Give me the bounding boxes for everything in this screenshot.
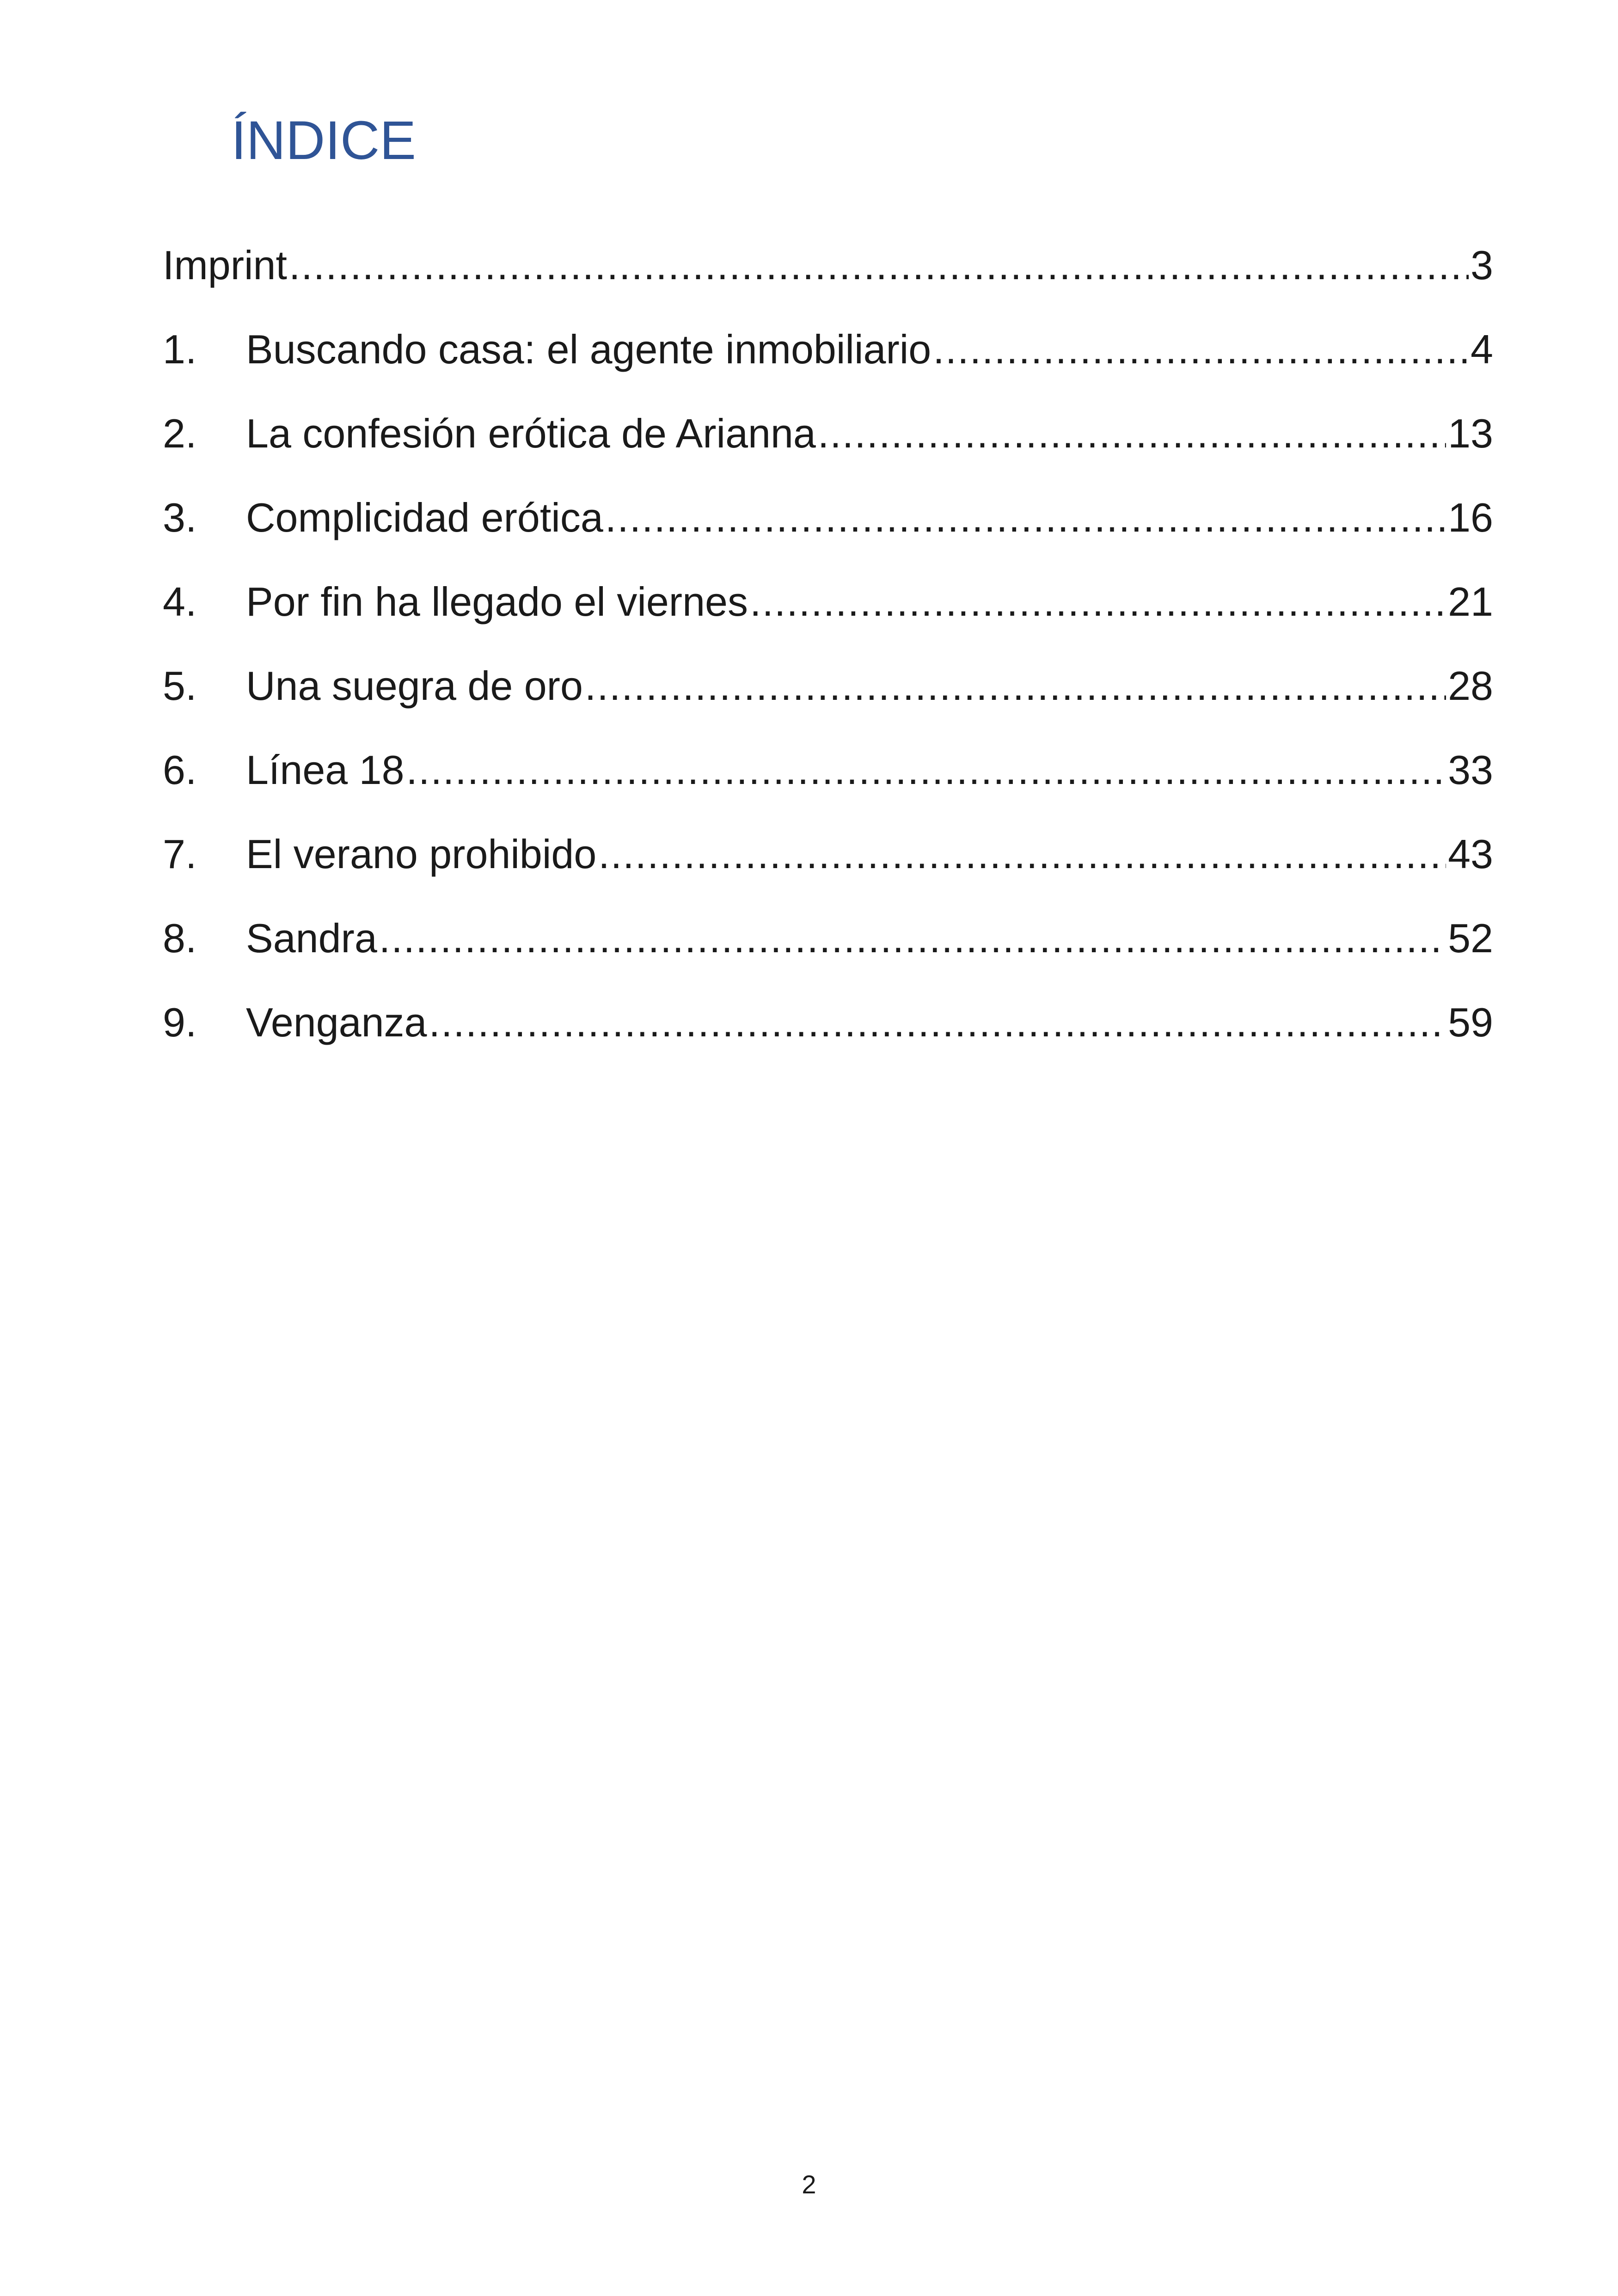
toc-entry-number: 1. <box>163 329 197 372</box>
toc-dot-leader <box>605 497 1446 538</box>
toc-entry-title: Una suegra de oro <box>246 666 583 709</box>
toc-entry-number: 3. <box>163 497 197 540</box>
toc-entry-imprint[interactable] <box>163 245 1493 329</box>
toc-entry-page: 21 <box>1448 582 1493 625</box>
toc-dot-leader <box>933 329 1469 370</box>
toc-entry-title: Buscando casa: el agente inmobiliario <box>246 329 932 372</box>
toc-dot-leader <box>289 245 1469 286</box>
toc-entry-title: Complicidad erótica <box>246 497 603 540</box>
toc-entry-page: 52 <box>1448 918 1493 961</box>
toc-entry-number: 9. <box>163 1002 197 1045</box>
toc-entry-6[interactable] <box>163 750 1493 834</box>
toc-entry-page: 28 <box>1448 666 1493 709</box>
toc-dot-leader <box>585 666 1446 706</box>
toc-entry-number: 4. <box>163 582 197 625</box>
toc-entry-5[interactable] <box>163 666 1493 750</box>
toc-dot-leader <box>598 834 1446 875</box>
toc-dot-leader <box>406 750 1446 790</box>
toc-entry-title: Sandra <box>246 918 377 961</box>
toc-entry-page: 59 <box>1448 1002 1493 1045</box>
toc-entry-9[interactable] <box>163 1002 1493 1086</box>
toc-entry-number: 5. <box>163 666 197 709</box>
toc-entry-number: 8. <box>163 918 197 961</box>
toc-entry-8[interactable] <box>163 918 1493 1002</box>
toc-entry-title: Venganza <box>246 1002 427 1045</box>
toc-entry-title: La confesión erótica de Arianna <box>246 413 816 456</box>
toc-entry-number: 2. <box>163 413 197 456</box>
toc-entry-page: 3 <box>1471 245 1493 288</box>
toc-entry-number: 7. <box>163 834 197 877</box>
toc-entry-page: 33 <box>1448 750 1493 793</box>
toc-dot-leader <box>750 582 1446 622</box>
toc-entry-title: Imprint <box>163 245 287 288</box>
toc-dot-leader <box>379 918 1446 959</box>
table-of-contents <box>163 245 1493 1086</box>
toc-entry-4[interactable] <box>163 582 1493 666</box>
toc-entry-page: 4 <box>1471 329 1493 372</box>
toc-dot-leader <box>818 413 1446 454</box>
toc-entry-3[interactable] <box>163 497 1493 582</box>
toc-entry-title: Línea 18 <box>246 750 404 793</box>
toc-entry-page: 16 <box>1448 497 1493 540</box>
toc-entry-2[interactable] <box>163 413 1493 497</box>
toc-entry-number: 6. <box>163 750 197 793</box>
page-number: 2 <box>802 2170 816 2199</box>
toc-entry-title: El verano prohibido <box>246 834 597 877</box>
toc-entry-title: Por fin ha llegado el viernes <box>246 582 748 625</box>
toc-entry-7[interactable] <box>163 834 1493 918</box>
toc-entry-page: 13 <box>1448 413 1493 456</box>
toc-entry-1[interactable] <box>163 329 1493 413</box>
toc-dot-leader <box>429 1002 1446 1043</box>
toc-heading: ÍNDICE <box>231 110 416 171</box>
toc-entry-page: 43 <box>1448 834 1493 877</box>
